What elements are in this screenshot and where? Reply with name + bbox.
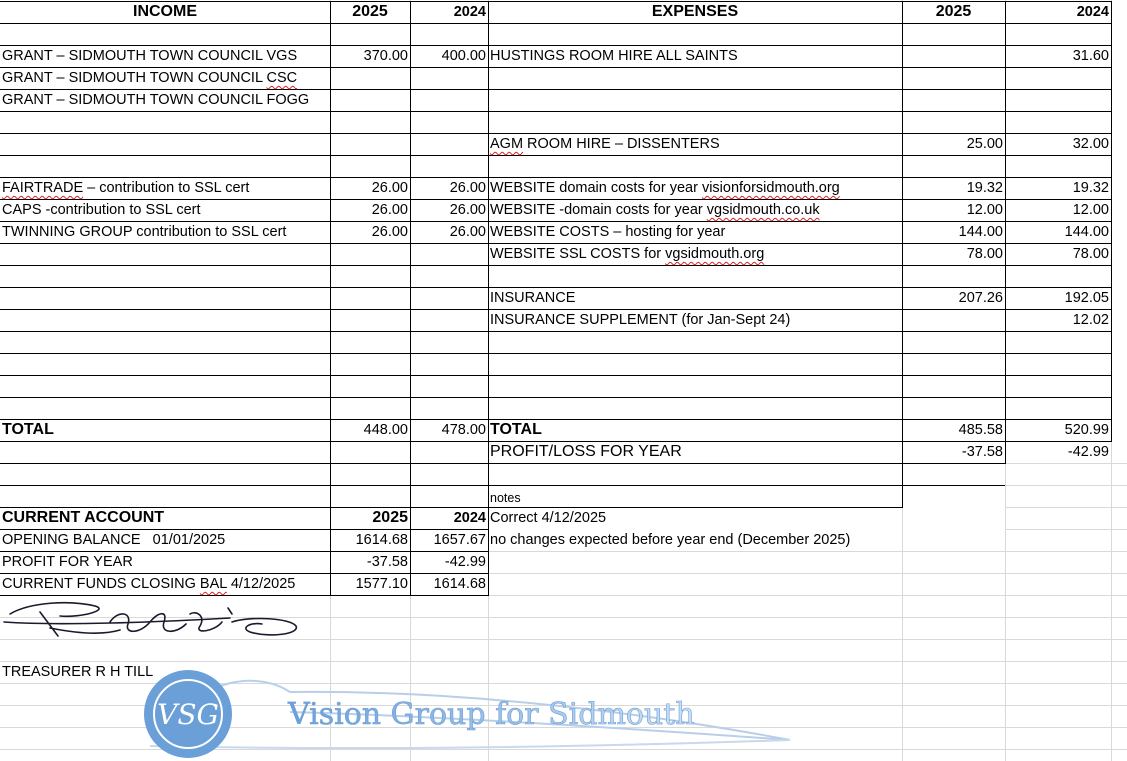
expense-row-2024: 31.60: [1072, 48, 1109, 64]
income-row-label: GRANT – SIDMOUTH TOWN COUNCIL VGS: [2, 48, 298, 64]
income-row-label: GRANT – SIDMOUTH TOWN COUNCIL CSC: [2, 70, 298, 86]
expense-row-2024: 78.00: [1072, 246, 1109, 262]
income-row-label: TWINNING GROUP contribution to SSL cert: [2, 224, 287, 240]
current-account-row-2024: 1657.67: [433, 532, 486, 548]
profit-loss-label: PROFIT/LOSS FOR YEAR: [490, 443, 682, 460]
expense-row-label: HUSTINGS ROOM HIRE ALL SAINTS: [490, 48, 738, 64]
income-row-2024: 26.00: [449, 224, 486, 240]
expense-row-2025: 78.00: [966, 246, 1003, 262]
notes-line: no changes expected before year end (December 2025): [490, 532, 851, 548]
expenses-col-2024: 2024: [1076, 4, 1109, 20]
current-account-row-2024: -42.99: [444, 554, 486, 570]
income-total-2025: 448.00: [363, 422, 408, 438]
vgs-logo: [140, 668, 800, 760]
income-row-label: GRANT – SIDMOUTH TOWN COUNCIL FOGG: [2, 92, 310, 108]
expense-row-2024: 32.00: [1072, 136, 1109, 152]
current-account-row-label: CURRENT FUNDS CLOSING BAL 4/12/2025: [2, 576, 296, 592]
current-account-row-2024: 1614.68: [433, 576, 486, 592]
income-row-label: FAIRTRADE – contribution to SSL cert: [2, 180, 250, 196]
expense-row-2024: 144.00: [1064, 224, 1109, 240]
expenses-total-2025: 485.58: [958, 422, 1003, 438]
expense-row-label: WEBSITE domain costs for year visionforsidmouth.org: [490, 180, 840, 196]
profit-loss-2024: -42.99: [1067, 444, 1109, 460]
expense-row-label: AGM ROOM HIRE – DISSENTERS: [490, 136, 720, 152]
income-row-2024: 26.00: [449, 180, 486, 196]
notes-heading: notes: [490, 491, 521, 505]
expense-row-2025: 25.00: [966, 136, 1003, 152]
income-total-2024: 478.00: [441, 422, 486, 438]
current-account-col-2024: 2024: [453, 510, 486, 526]
logo-monogram: VSG: [157, 698, 219, 731]
notes-line: Correct 4/12/2025: [490, 510, 607, 526]
expenses-total-label: TOTAL: [490, 421, 542, 438]
income-row-2025: 370.00: [363, 48, 408, 64]
expense-row-label: INSURANCE SUPPLEMENT (for Jan-Sept 24): [490, 312, 791, 328]
expense-row-label: WEBSITE -domain costs for year vgsidmouth.co.uk: [490, 202, 820, 218]
profit-loss-2025: -37.58: [961, 444, 1003, 460]
income-col-2025: 2025: [352, 3, 388, 20]
expenses-total-2024: 520.99: [1064, 422, 1109, 438]
expense-row-label: INSURANCE: [490, 290, 576, 306]
current-account-row-2025: 1614.68: [355, 532, 408, 548]
treasurer-name: TREASURER R H TILL: [2, 664, 154, 680]
expense-row-label: WEBSITE COSTS – hosting for year: [490, 224, 726, 240]
current-account-heading: CURRENT ACCOUNT: [2, 509, 165, 526]
income-total-label: TOTAL: [2, 421, 54, 438]
expense-row-2025: 19.32: [966, 180, 1003, 196]
income-row-label: CAPS -contribution to SSL cert: [2, 202, 201, 218]
expense-row-2024: 12.02: [1072, 312, 1109, 328]
expense-row-2025: 207.26: [958, 290, 1003, 306]
current-account-col-2025: 2025: [372, 509, 408, 526]
income-row-2024: 400.00: [441, 48, 486, 64]
expense-row-2024: 192.05: [1064, 290, 1109, 306]
current-account-row-label: PROFIT FOR YEAR: [2, 554, 133, 570]
income-row-2024: 26.00: [449, 202, 486, 218]
expense-row-2025: 144.00: [958, 224, 1003, 240]
income-heading: INCOME: [133, 3, 197, 20]
expense-row-2024: 19.32: [1072, 180, 1109, 196]
income-row-2025: 26.00: [371, 180, 408, 196]
expenses-heading: EXPENSES: [651, 3, 739, 20]
income-row-label-abbr: CSC: [266, 70, 298, 86]
treasurer-signature: [0, 592, 310, 652]
expenses-col-2025: 2025: [935, 3, 972, 20]
expense-row-label: WEBSITE SSL COSTS for vgsidmouth.org: [490, 246, 765, 262]
current-account-row-2025: 1577.10: [355, 576, 408, 592]
expense-row-2024: 12.00: [1072, 202, 1109, 218]
income-row-2025: 26.00: [371, 202, 408, 218]
current-account-row-2025: -37.58: [366, 554, 408, 570]
current-account-row-label: OPENING BALANCE 01/01/2025: [2, 532, 226, 548]
expense-row-2025: 12.00: [966, 202, 1003, 218]
income-col-2024: 2024: [453, 4, 486, 20]
logo-text: Vision Group for Sidmouth: [288, 697, 695, 732]
income-row-2025: 26.00: [371, 224, 408, 240]
